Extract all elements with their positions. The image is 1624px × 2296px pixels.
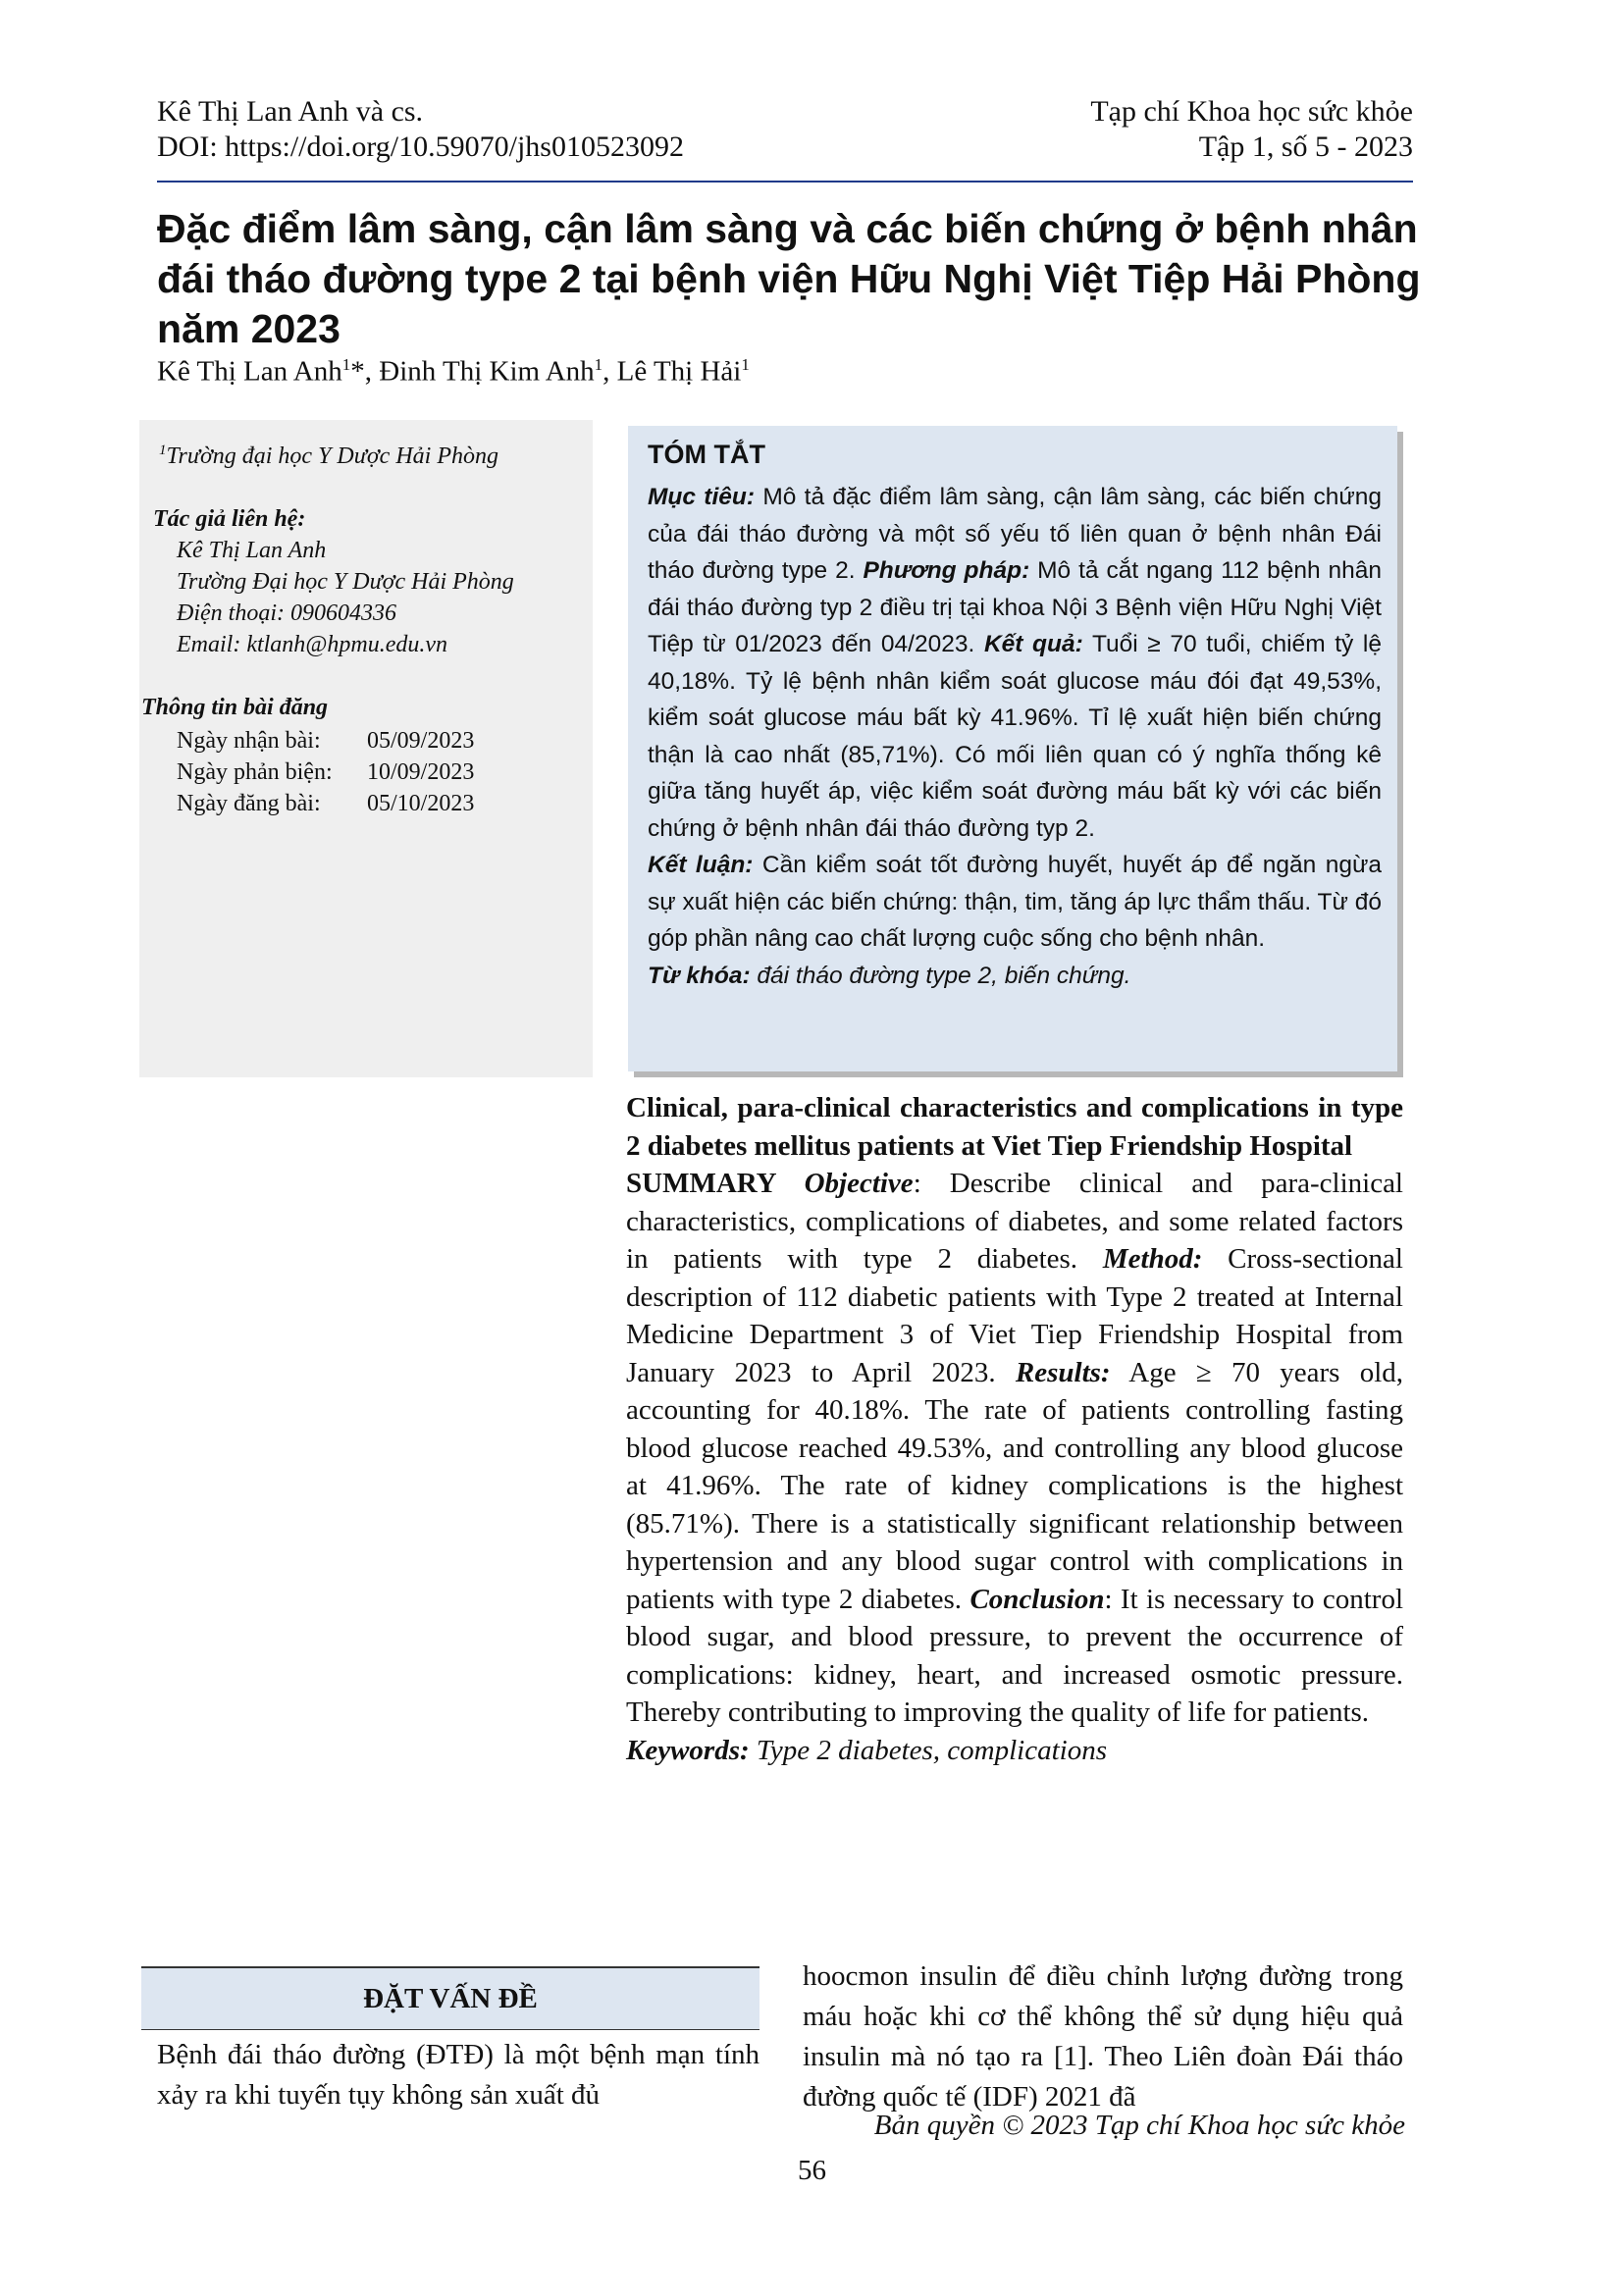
header-journal: Tạp chí Khoa học sức khỏe bbox=[1090, 95, 1413, 128]
affiliation-sup: 1 bbox=[159, 443, 167, 458]
affiliation bbox=[159, 436, 498, 471]
keywords-label-en: Keywords: bbox=[626, 1734, 750, 1766]
author-separator: *, bbox=[350, 355, 380, 388]
objective-label: Mục tiêu: bbox=[648, 484, 756, 510]
results-text: Tuổi ≥ 70 tuổi, chiếm tỷ lệ 40,18%. Tỷ lệ bệnh nhân kiểm soát glucose máu đói đạt 49,53%, kiểm soát glucose máu bất kỳ 41.96%. Tỉ lệ xuất hiện biến chứng thận là cao nhất (85,71%). Có mối liên quan có ý nghĩa thống kê giữa tăng huyết áp, việc kiểm soát đường máu bất kỳ với các biến chứng ở bệnh nhân đái tháo đường typ 2. bbox=[648, 631, 1382, 842]
keywords-text: đái tháo đường type 2, biến chứng. bbox=[750, 962, 1131, 989]
method-label: Phương pháp: bbox=[863, 557, 1030, 584]
contact-heading: Tác giả liên hệ: bbox=[153, 506, 306, 532]
keywords-en bbox=[626, 1732, 1403, 1770]
author-affiliation-sup: 1 bbox=[741, 355, 750, 374]
conclusion-label-en: Conclusion bbox=[969, 1583, 1105, 1615]
intro-col1-text: Bệnh đái tháo đường (ĐTĐ) là một bệnh mạn tính xảy ra khi tuyến tụy không sản xuất đủ bbox=[157, 2039, 760, 2111]
abstract-vi-box bbox=[628, 426, 1397, 1071]
author-affiliation-sup: 1 bbox=[341, 355, 351, 374]
conclusion-label: Kết luận: bbox=[648, 852, 754, 878]
results-text-en: Age ≥ 70 years old, accounting for 40.18%. The rate of patients controlling fasting blood glucose reached 49.53%, and controlling any blood glucose at 41.96%. The rate of kidney complications is the highest (85.71%). There is a statistically significant relationship between hypertension and any blood sugar control with complications in patients with type 2 diabetes. bbox=[626, 1356, 1404, 1615]
article-info-sidebar bbox=[139, 420, 593, 1077]
abstract-vi-heading: TÓM TẮT bbox=[648, 440, 765, 469]
keywords-text-en: Type 2 diabetes, complications bbox=[749, 1734, 1107, 1766]
abstract-en-title: Clinical, para-clinical characteristics and complications in type 2 diabetes mellitus patients at Viet Tiep Friendship Hospital bbox=[626, 1092, 1403, 1162]
affiliation-text: Trường đại học Y Dược Hải Phòng bbox=[166, 444, 498, 469]
received-label: Ngày nhận bài: bbox=[177, 728, 321, 754]
abstract-en-text bbox=[626, 1165, 1403, 1732]
conclusion-text: Cần kiểm soát tốt đường huyết, huyết áp để ngăn ngừa sự xuất hiện các biến chứng: thận, tim, tăng áp lực thẩm thấu. Từ đó góp phần nâng cao chất lượng cuộc sống cho bệnh nhân. bbox=[648, 852, 1383, 952]
page-number: 56 bbox=[798, 2155, 826, 2186]
review-label: Ngày phản biện: bbox=[177, 759, 333, 785]
header-volume: Tập 1, số 5 - 2023 bbox=[1198, 130, 1413, 163]
published-label: Ngày đăng bài: bbox=[177, 791, 321, 816]
summary-label: SUMMARY bbox=[626, 1168, 805, 1199]
abstract-vi-text bbox=[648, 479, 1382, 994]
author-name: Lê Thị Hải bbox=[616, 355, 742, 388]
objective-text: Mô tả đặc điểm lâm sàng, cận lâm sàng, các biến chứng của đái tháo đường và một số yếu tố liên quan ở bệnh nhân Đái tháo đường type 2. bbox=[648, 484, 1382, 584]
header-rule bbox=[157, 181, 1413, 183]
contact-org: Trường Đại học Y Dược Hải Phòng bbox=[177, 569, 514, 595]
contact-email[interactable]: Email: ktlanh@hpmu.edu.vn bbox=[177, 632, 448, 657]
author-separator: , bbox=[602, 355, 617, 388]
intro-col2-text: hoocmon insulin để điều chỉnh lượng đường trong máu hoặc khi cơ thể không thể sử dụng hiệu quả insulin mà nó tạo ra [1]. Theo Liên đoàn Đái tháo đường quốc tế (IDF) 2021 đã bbox=[803, 1960, 1403, 2113]
results-label: Kết quả: bbox=[983, 631, 1083, 657]
copyright: Bản quyền © 2023 Tạp chí Khoa học sức khỏe bbox=[873, 2110, 1405, 2141]
review-date: 10/09/2023 bbox=[367, 759, 475, 785]
article-title: Đặc điểm lâm sàng, cận lâm sàng và các biến chứng ở bệnh nhân đái tháo đường type 2 tại bệnh viện Hữu Nghị Việt Tiệp Hải Phòng năm 2023 bbox=[157, 206, 1421, 351]
header-authors: Kê Thị Lan Anh và cs. bbox=[157, 95, 424, 128]
objective-label-en: Objective bbox=[804, 1168, 914, 1199]
author-affiliation-sup: 1 bbox=[594, 355, 603, 374]
header-doi[interactable]: DOI: https://doi.org/10.59070/jhs010523092 bbox=[157, 130, 684, 163]
method-text: Mô tả cắt ngang 112 bệnh nhân đái tháo đường typ 2 điều trị tại khoa Nội 3 Bệnh viện Hữu Nghị Việt Tiệp từ 01/2023 đến 04/2023. bbox=[648, 557, 1383, 657]
method-text-en: Cross-sectional description of 112 diabetic patients with Type 2 treated at Internal Medicine Department 3 of Viet Tiep Friendship Hospital from January 2023 to April 2023. bbox=[626, 1243, 1403, 1388]
pub-info-heading: Thông tin bài đăng bbox=[141, 695, 329, 720]
author-name: Kê Thị Lan Anh bbox=[157, 355, 342, 388]
received-date: 05/09/2023 bbox=[367, 728, 475, 754]
contact-name: Kê Thị Lan Anh bbox=[177, 538, 327, 563]
objective-text-en: : Describe clinical and para-clinical characteristics, complications of diabetes, and some related factors in patients with type 2 diabetes. bbox=[626, 1168, 1403, 1275]
method-label-en: Method: bbox=[1102, 1243, 1203, 1275]
conclusion-text-en: : It is necessary to control blood sugar, and blood pressure, to prevent the occurrence of complications: kidney, heart, and increased osmotic pressure. Thereby contributing to improving the quality of life for patients. bbox=[626, 1583, 1404, 1728]
intro-heading: ĐẶT VẤN ĐỀ bbox=[141, 1966, 760, 2030]
keywords-label: Từ khóa: bbox=[648, 962, 751, 989]
published-date: 05/10/2023 bbox=[367, 791, 475, 816]
contact-phone: Điện thoại: 090604336 bbox=[177, 600, 396, 626]
abstract-en bbox=[626, 1089, 1403, 1769]
results-label-en: Results: bbox=[1015, 1356, 1111, 1388]
author-name: Đinh Thị Kim Anh bbox=[379, 355, 595, 388]
author-list bbox=[157, 355, 750, 389]
